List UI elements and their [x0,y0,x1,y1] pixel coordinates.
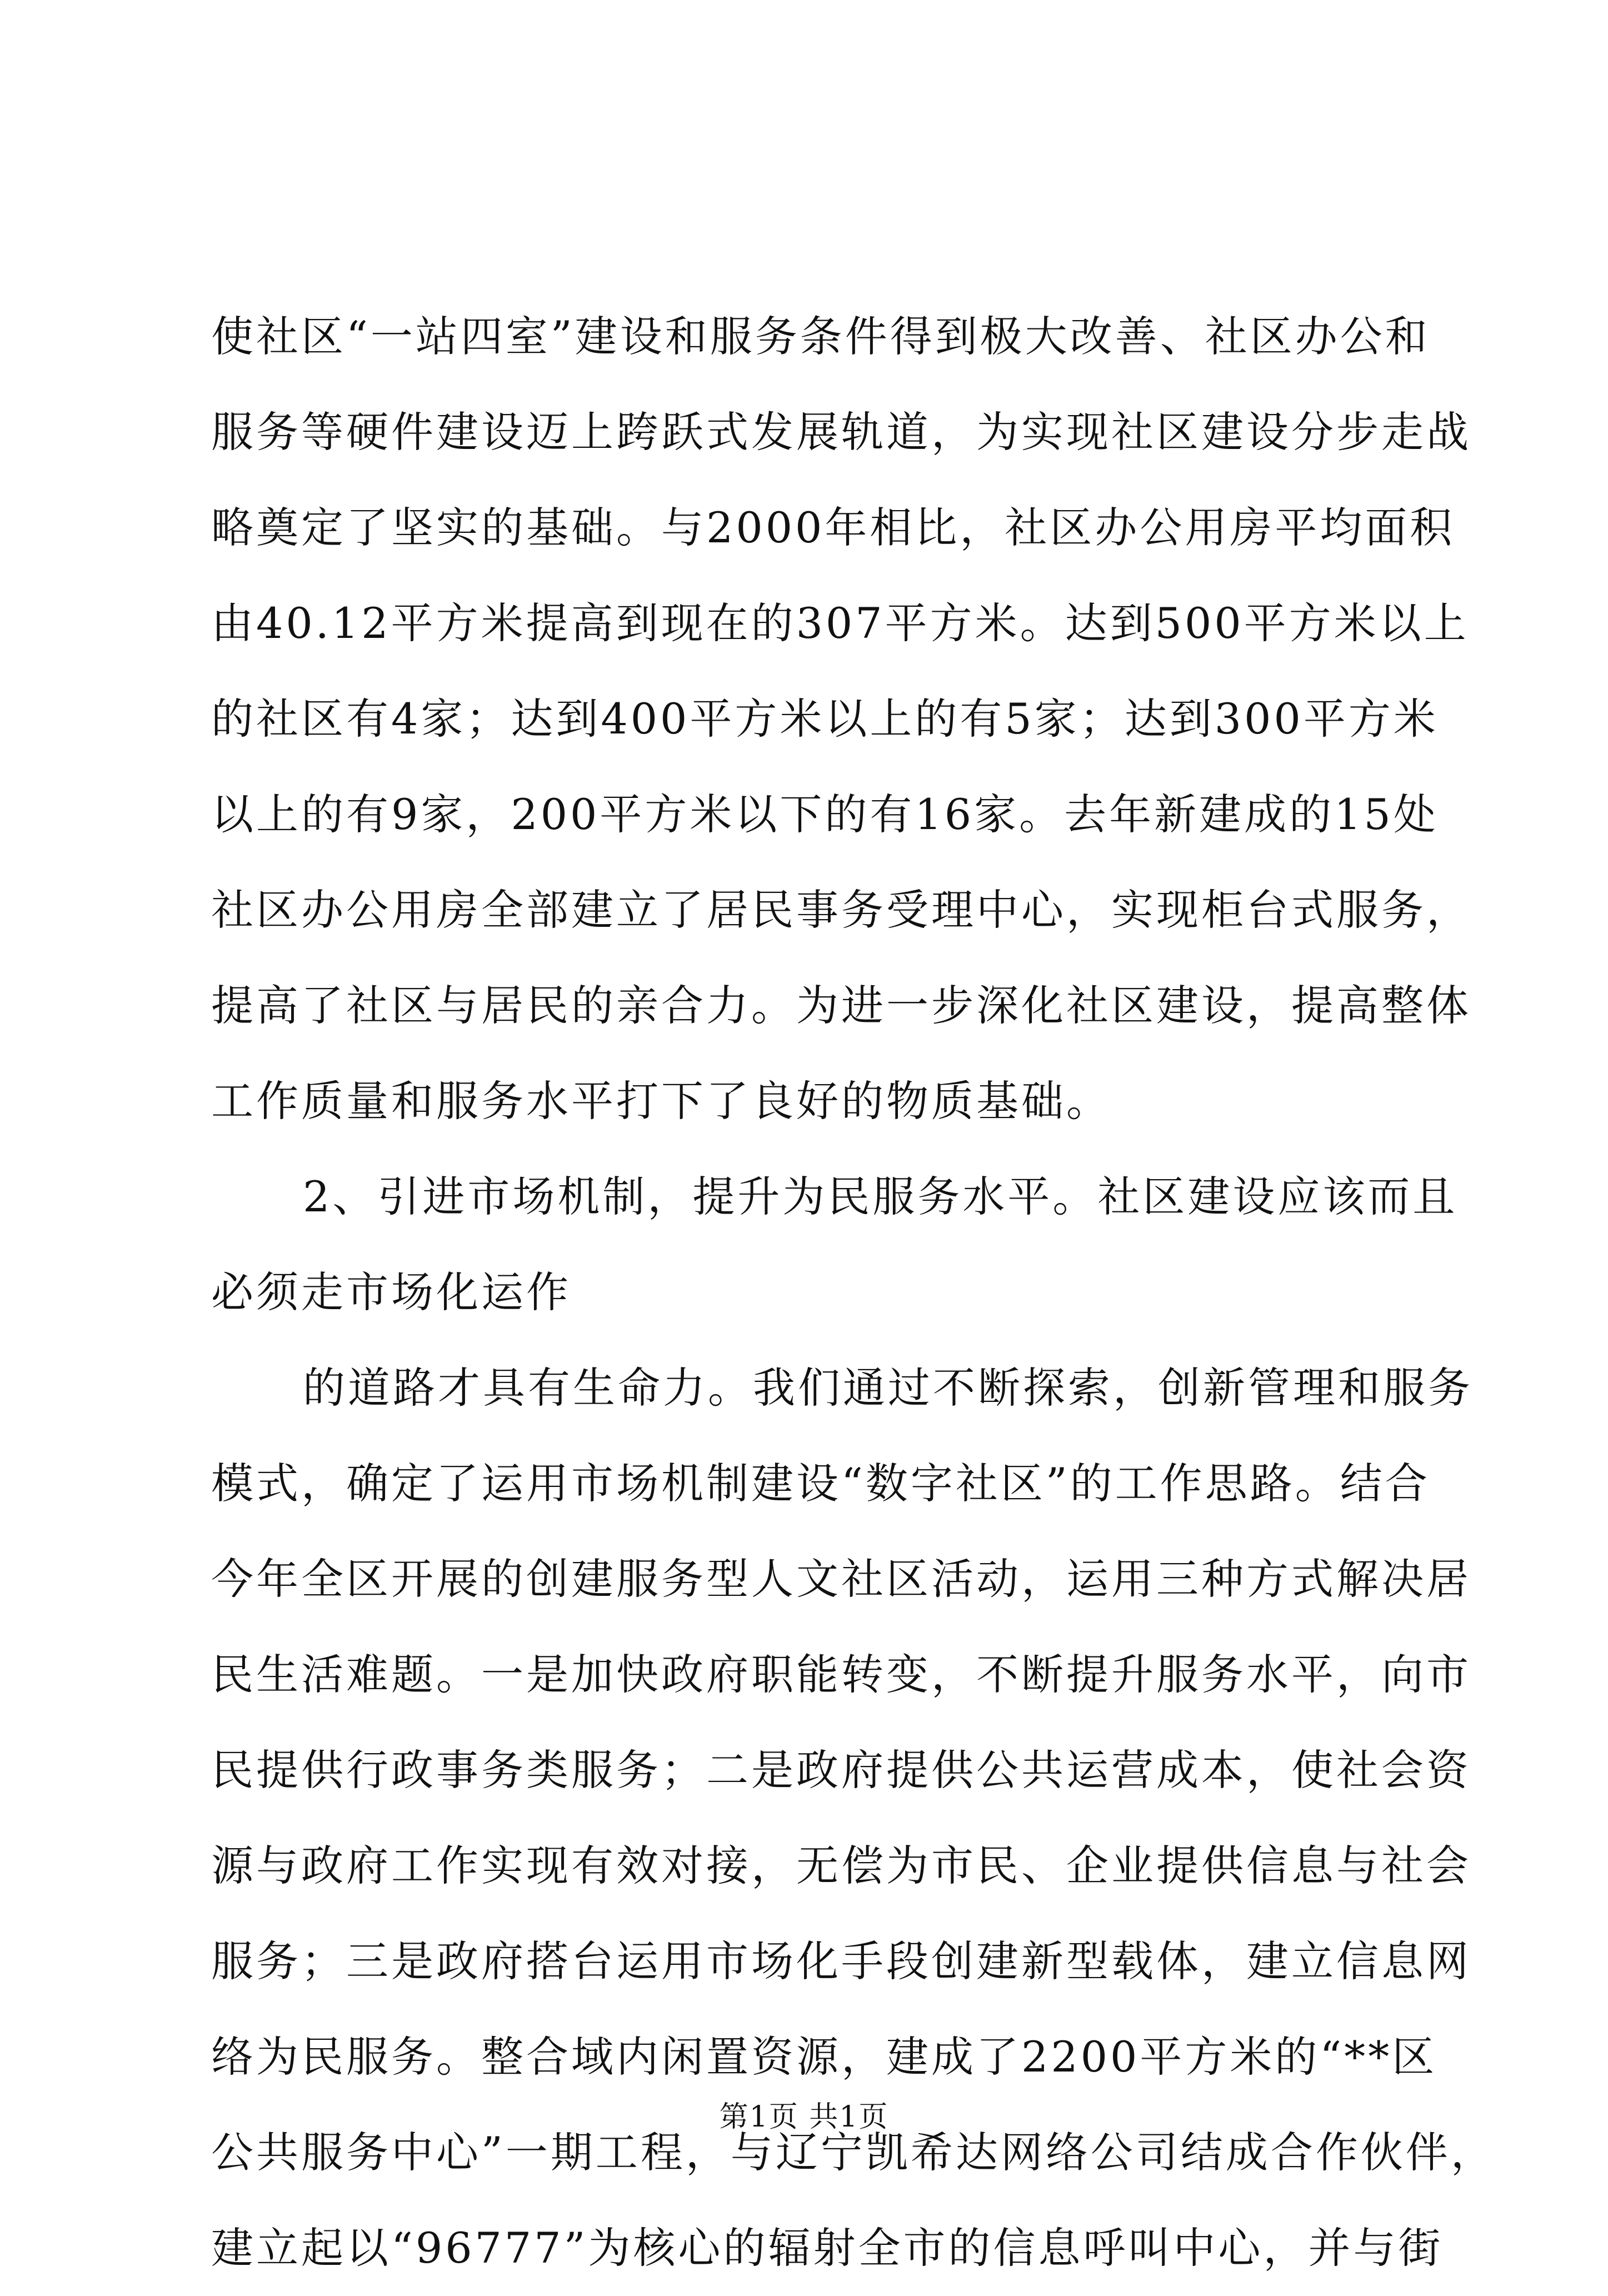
paragraph-start-line: 2、引进市场机制，提升为民服务水平。社区建设应该而且 [303,1172,1458,1221]
text-line: 今年全区开展的创建服务型人文社区活动，运用三种方式解决居 [211,1554,1471,1604]
text-line: 工作质量和服务水平打下了良好的物质基础。 [211,1076,1111,1126]
text-line: 的社区有4家；达到400平方米以上的有5家；达到300平方米 [211,694,1439,743]
text-line: 民提供行政事务类服务；二是政府提供公共运营成本，使社会资 [211,1745,1471,1795]
document-body [211,289,1496,2296]
text-line: 略奠定了坚实的基础。与2000年相比，社区办公用房平均面积 [211,503,1455,552]
text-line: 模式，确定了运用市场机制建设“数字社区”的工作思路。结合 [211,1459,1430,1508]
text-line: 社区办公用房全部建立了居民事务受理中心，实现柜台式服务， [211,885,1471,935]
text-line: 使社区“一站四室”建设和服务条件得到极大改善、社区办公和 [211,312,1430,361]
text-line: 源与政府工作实现有效对接，无偿为市民、企业提供信息与社会 [211,1841,1471,1890]
text-line: 提高了社区与居民的亲合力。为进一步深化社区建设，提高整体 [211,981,1471,1030]
text-line: 服务等硬件建设迈上跨跃式发展轨道，为实现社区建设分步走战 [211,407,1471,457]
text-line: 络为民服务。整合域内闲置资源，建成了2200平方米的“**区 [211,2032,1437,2082]
text-line: 服务；三是政府搭台运用市场化手段创建新型载体，建立信息网 [211,1936,1471,1986]
text-line: 民生活难题。一是加快政府职能转变，不断提升服务水平，向市 [211,1650,1471,1699]
text-line: 以上的有9家，200平方米以下的有16家。去年新建成的15处 [211,790,1439,839]
page-footer: 第1页 共1页 [719,2100,889,2134]
text-line: 必须走市场化运作 [211,1267,571,1317]
paragraph-start-line: 的道路才具有生命力。我们通过不断探索，创新管理和服务 [303,1363,1473,1412]
text-line: 建立起以“96777”为核心的辐射全市的信息呼叫中心，并与街 [211,2223,1444,2273]
text-line: 公共服务中心”一期工程，与辽宁凯希达网络公司结成合作伙伴， [211,2128,1496,2177]
text-line: 由40.12平方米提高到现在的307平方米。达到500平方米以上 [211,598,1469,648]
